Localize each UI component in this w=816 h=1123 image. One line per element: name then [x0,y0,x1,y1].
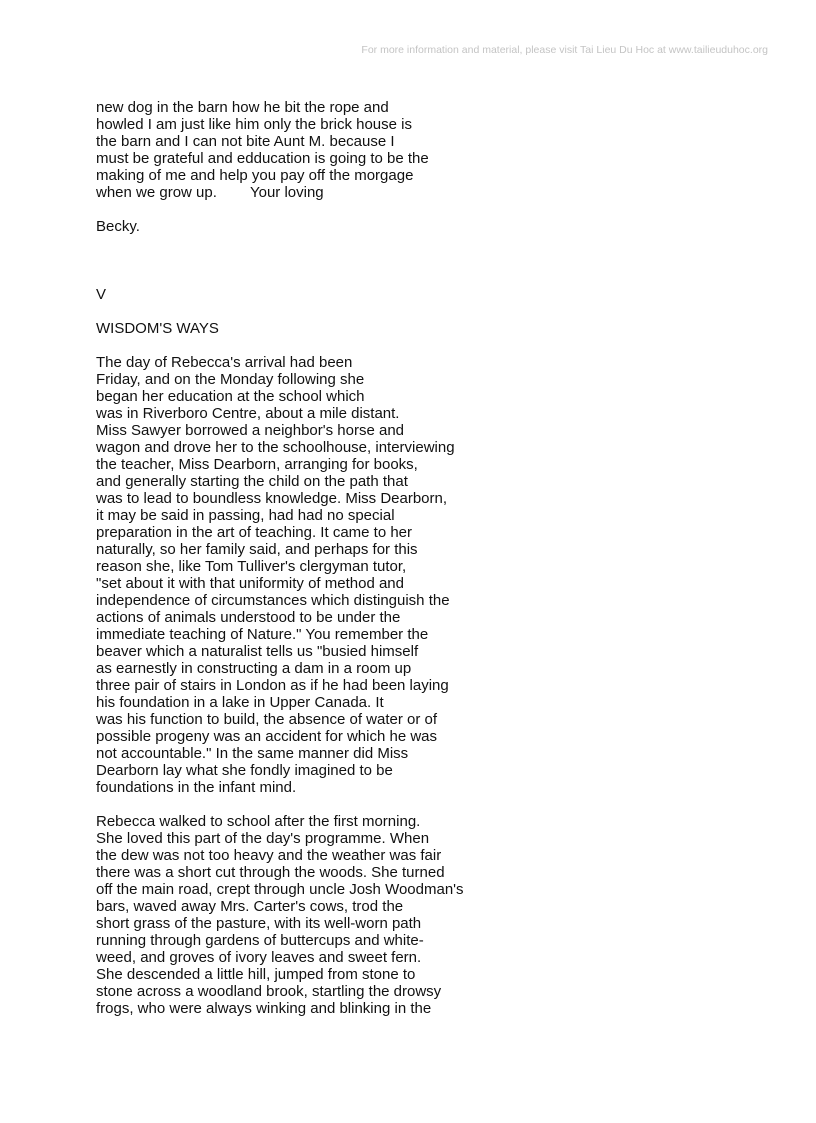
text-line: as earnestly in constructing a dam in a room up [96,660,412,677]
text-line: "set about it with that uniformity of method and [96,575,404,592]
text-line: it may be said in passing, had had no special [96,507,395,524]
chapter-title: WISDOM'S WAYS [96,320,219,337]
header-source-note: For more information and material, please visit Tai Lieu Du Hoc at www.tailieuduhoc.org [361,44,768,56]
text-line: The day of Rebecca's arrival had been [96,354,353,371]
text-line: new dog in the barn how he bit the rope and [96,99,389,116]
text-line: his foundation in a lake in Upper Canada. It [96,694,384,711]
text-line: actions of animals understood to be under the [96,609,401,626]
text-line: began her education at the school which [96,388,365,405]
text-line: there was a short cut through the woods. She turned [96,864,445,881]
text-line: the dew was not too heavy and the weather was fair [96,847,442,864]
chapter-number: V [96,286,107,303]
text-line: short grass of the pasture, with its well-worn path [96,915,422,932]
text-line: three pair of stairs in London as if he had been laying [96,677,449,694]
text-line: bars, waved away Mrs. Carter's cows, trod the [96,898,404,915]
text-line: was in Riverboro Centre, about a mile distant. [96,405,400,422]
text-line: reason she, like Tom Tulliver's clergyman tutor, [96,558,407,575]
text-line: was his function to build, the absence of water or of [96,711,438,728]
text-line: She loved this part of the day's programme. When [96,830,430,847]
text-line: must be grateful and edducation is going to be the [96,150,429,167]
letter-signature: Becky. [96,218,140,235]
spacer [96,303,776,320]
text-line: possible progeny was an accident for which he was [96,728,438,745]
text-line: Miss Sawyer borrowed a neighbor's horse and [96,422,405,439]
text-line: the teacher, Miss Dearborn, arranging for books, [96,456,418,473]
paragraph-1 [96,354,776,796]
text-line: running through gardens of buttercups and white- [96,932,424,949]
text-line: wagon and drove her to the schoolhouse, interviewing [96,439,455,456]
spacer [96,201,776,218]
text-line: making of me and help you pay off the morgage [96,167,414,184]
text-line: howled I am just like him only the brick house is [96,116,412,133]
page-content [96,99,776,1017]
text-line: and generally starting the child on the path that [96,473,408,490]
text-line: not accountable." In the same manner did Miss [96,745,409,762]
text-line: independence of circumstances which distinguish the [96,592,450,609]
text-line: off the main road, crept through uncle Josh Woodman's [96,881,464,898]
text-line: the barn and I can not bite Aunt M. because I [96,133,395,150]
spacer [96,235,776,286]
text-line: naturally, so her family said, and perhaps for this [96,541,418,558]
text-line: frogs, who were always winking and blinking in the [96,1000,432,1017]
text-line: Rebecca walked to school after the first morning. [96,813,421,830]
text-line: weed, and groves of ivory leaves and sweet fern. [96,949,422,966]
spacer [96,796,776,813]
text-line: beaver which a naturalist tells us "busied himself [96,643,419,660]
paragraph-2 [96,813,776,1017]
text-line: She descended a little hill, jumped from stone to [96,966,416,983]
letter-body [96,99,776,201]
spacer [96,337,776,354]
text-line: immediate teaching of Nature." You remember the [96,626,429,643]
text-line: foundations in the infant mind. [96,779,297,796]
text-line: stone across a woodland brook, startling the drowsy [96,983,442,1000]
text-line: Dearborn lay what she fondly imagined to be [96,762,393,779]
text-line: Friday, and on the Monday following she [96,371,365,388]
text-line: preparation in the art of teaching. It came to her [96,524,413,541]
text-line: when we grow up. Your loving [96,184,324,201]
text-line: was to lead to boundless knowledge. Miss Dearborn, [96,490,448,507]
